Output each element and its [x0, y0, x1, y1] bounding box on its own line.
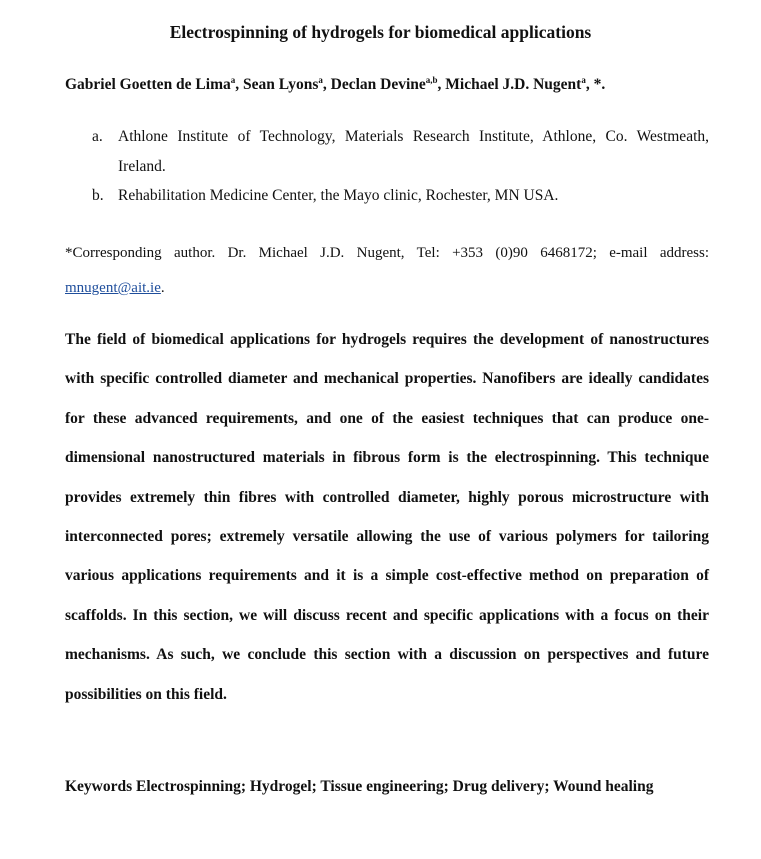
- corresponding-author-note: [65, 236, 709, 306]
- corresponding-author-end: .: [160, 280, 165, 296]
- affiliation-label: b.: [92, 187, 104, 204]
- abstract-paragraph: The field of biomedical applications for hydrogels requires the development of nanostructures with specific controlled diameter and mechanical properties. Nanofibers are ideally candidates for these advanced requirements, and one of the easiest techniques that can produce one-dimensional nanostructured materials in fibrous form is the electrospinning. This technique provides extremely thin fibres with controlled diameter, highly porous microstructure with interconnected pores; extremely versatile allowing the use of various polymers for tailoring various applications requirements and it is a simple cost-effective method on preparation of scaffolds. In this section, we will discuss recent and specific applications with a focus on their mechanisms. As such, we conclude this section with a discussion on perspectives and future possibilities on this field.: [65, 331, 709, 703]
- author-name: Sean Lyons: [243, 76, 319, 93]
- affiliation-text: Athlone Institute of Technology, Materials Research Institute, Athlone, Co. Westmeath, Ireland.: [118, 128, 709, 175]
- author-name: Declan Devine: [330, 76, 426, 93]
- author-separator: ,: [235, 76, 243, 93]
- affiliation-item: [92, 122, 709, 181]
- author-affiliation-mark: a,b: [425, 74, 438, 85]
- affiliation-item: [92, 181, 709, 211]
- author-affiliation-mark: a: [230, 74, 236, 85]
- author-list: [65, 76, 715, 94]
- author-separator: , *.: [585, 76, 606, 93]
- corresponding-author-text: *Corresponding author. Dr. Michael J.D. Nugent, Tel: +353 (0)90 6468172; e-mail address:: [65, 245, 709, 261]
- author-separator: ,: [437, 76, 446, 93]
- author-name: Michael J.D. Nugent: [445, 76, 582, 93]
- author-name: Gabriel Goetten de Lima: [65, 76, 231, 93]
- email-link[interactable]: mnugent@ait.ie: [65, 280, 161, 296]
- keywords-paragraph: Keywords Electrospinning; Hydrogel; Tissue engineering; Drug delivery; Wound healing: [65, 778, 654, 795]
- affiliation-text: Rehabilitation Medicine Center, the Mayo clinic, Rochester, MN USA.: [118, 187, 559, 204]
- author-separator: ,: [322, 76, 331, 93]
- author-affiliation-mark: a: [581, 74, 586, 85]
- paper-title: Electrospinning of hydrogels for biomedical applications: [169, 22, 592, 42]
- author-affiliation-mark: a: [318, 74, 323, 85]
- affiliation-list: [92, 122, 709, 211]
- affiliation-label: a.: [92, 128, 103, 145]
